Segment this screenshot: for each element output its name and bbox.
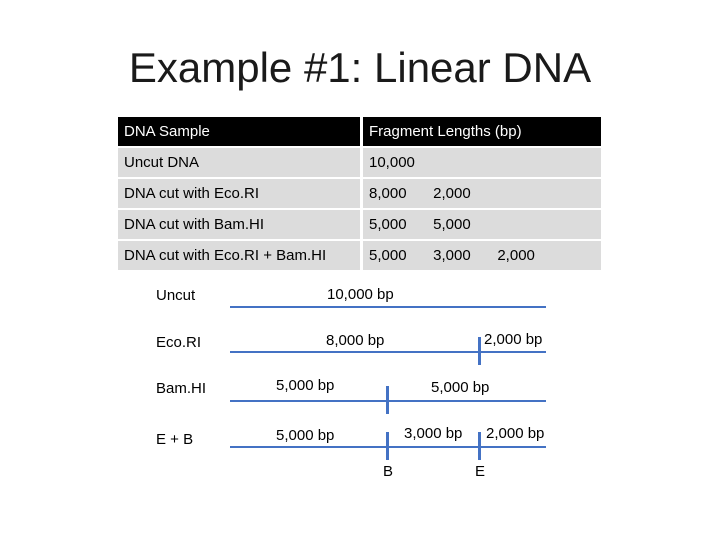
fragment-label: 5,000 bp — [276, 377, 335, 394]
fragments-cell — [362, 178, 602, 209]
fragment-table — [118, 117, 601, 272]
fragment-label: 8,000 bp — [326, 332, 385, 349]
fragment-value: 8,000 — [369, 185, 407, 202]
sample-cell: DNA cut with Eco.RI + Bam.HI — [118, 240, 362, 271]
sample-cell: DNA cut with Bam.HI — [118, 209, 362, 240]
row-label-ecori: Eco.RI — [156, 334, 202, 351]
bamhi-cut-site — [386, 432, 389, 460]
fragments-cell — [362, 147, 602, 178]
ecori-cut-site — [478, 432, 481, 460]
header-dna-sample: DNA Sample — [118, 117, 362, 147]
fragment-value: 5,000 — [433, 216, 471, 233]
fragment-label: 5,000 bp — [276, 427, 335, 444]
ecori-cut-site — [478, 337, 481, 365]
site-label-b: B — [383, 463, 394, 480]
fragment-value: 5,000 — [369, 247, 407, 264]
row-label-e-plus-b: E + B — [156, 431, 194, 448]
fragment-label: 2,000 bp — [484, 331, 543, 348]
header-fragment-lengths: Fragment Lengths (bp) — [362, 117, 602, 147]
fragment-value: 2,000 — [433, 185, 471, 202]
table-row — [118, 240, 601, 271]
fragment-value: 5,000 — [369, 216, 407, 233]
fragment-value: 3,000 — [433, 247, 471, 264]
table-header-row — [118, 117, 601, 147]
fragment-value: 2,000 — [497, 247, 535, 264]
site-label-e: E — [475, 463, 486, 480]
fragment-label: 10,000 bp — [327, 286, 394, 303]
row-label-uncut: Uncut — [156, 287, 196, 304]
fragment-label: 5,000 bp — [431, 379, 490, 396]
table-row — [118, 178, 601, 209]
fragments-cell — [362, 209, 602, 240]
fragment-label: 2,000 bp — [486, 425, 545, 442]
fragment-value: 10,000 — [369, 154, 415, 171]
row-label-bamhi: Bam.HI — [156, 380, 207, 397]
dna-strand-ecori — [230, 351, 546, 353]
table-row — [118, 147, 601, 178]
sample-cell: Uncut DNA — [118, 147, 362, 178]
bamhi-cut-site — [386, 386, 389, 414]
fragments-cell — [362, 240, 602, 271]
slide-title: Example #1: Linear DNA — [128, 44, 592, 91]
fragment-label: 3,000 bp — [404, 425, 463, 442]
table-row — [118, 209, 601, 240]
dna-strand-uncut — [230, 306, 546, 308]
sample-cell: DNA cut with Eco.RI — [118, 178, 362, 209]
